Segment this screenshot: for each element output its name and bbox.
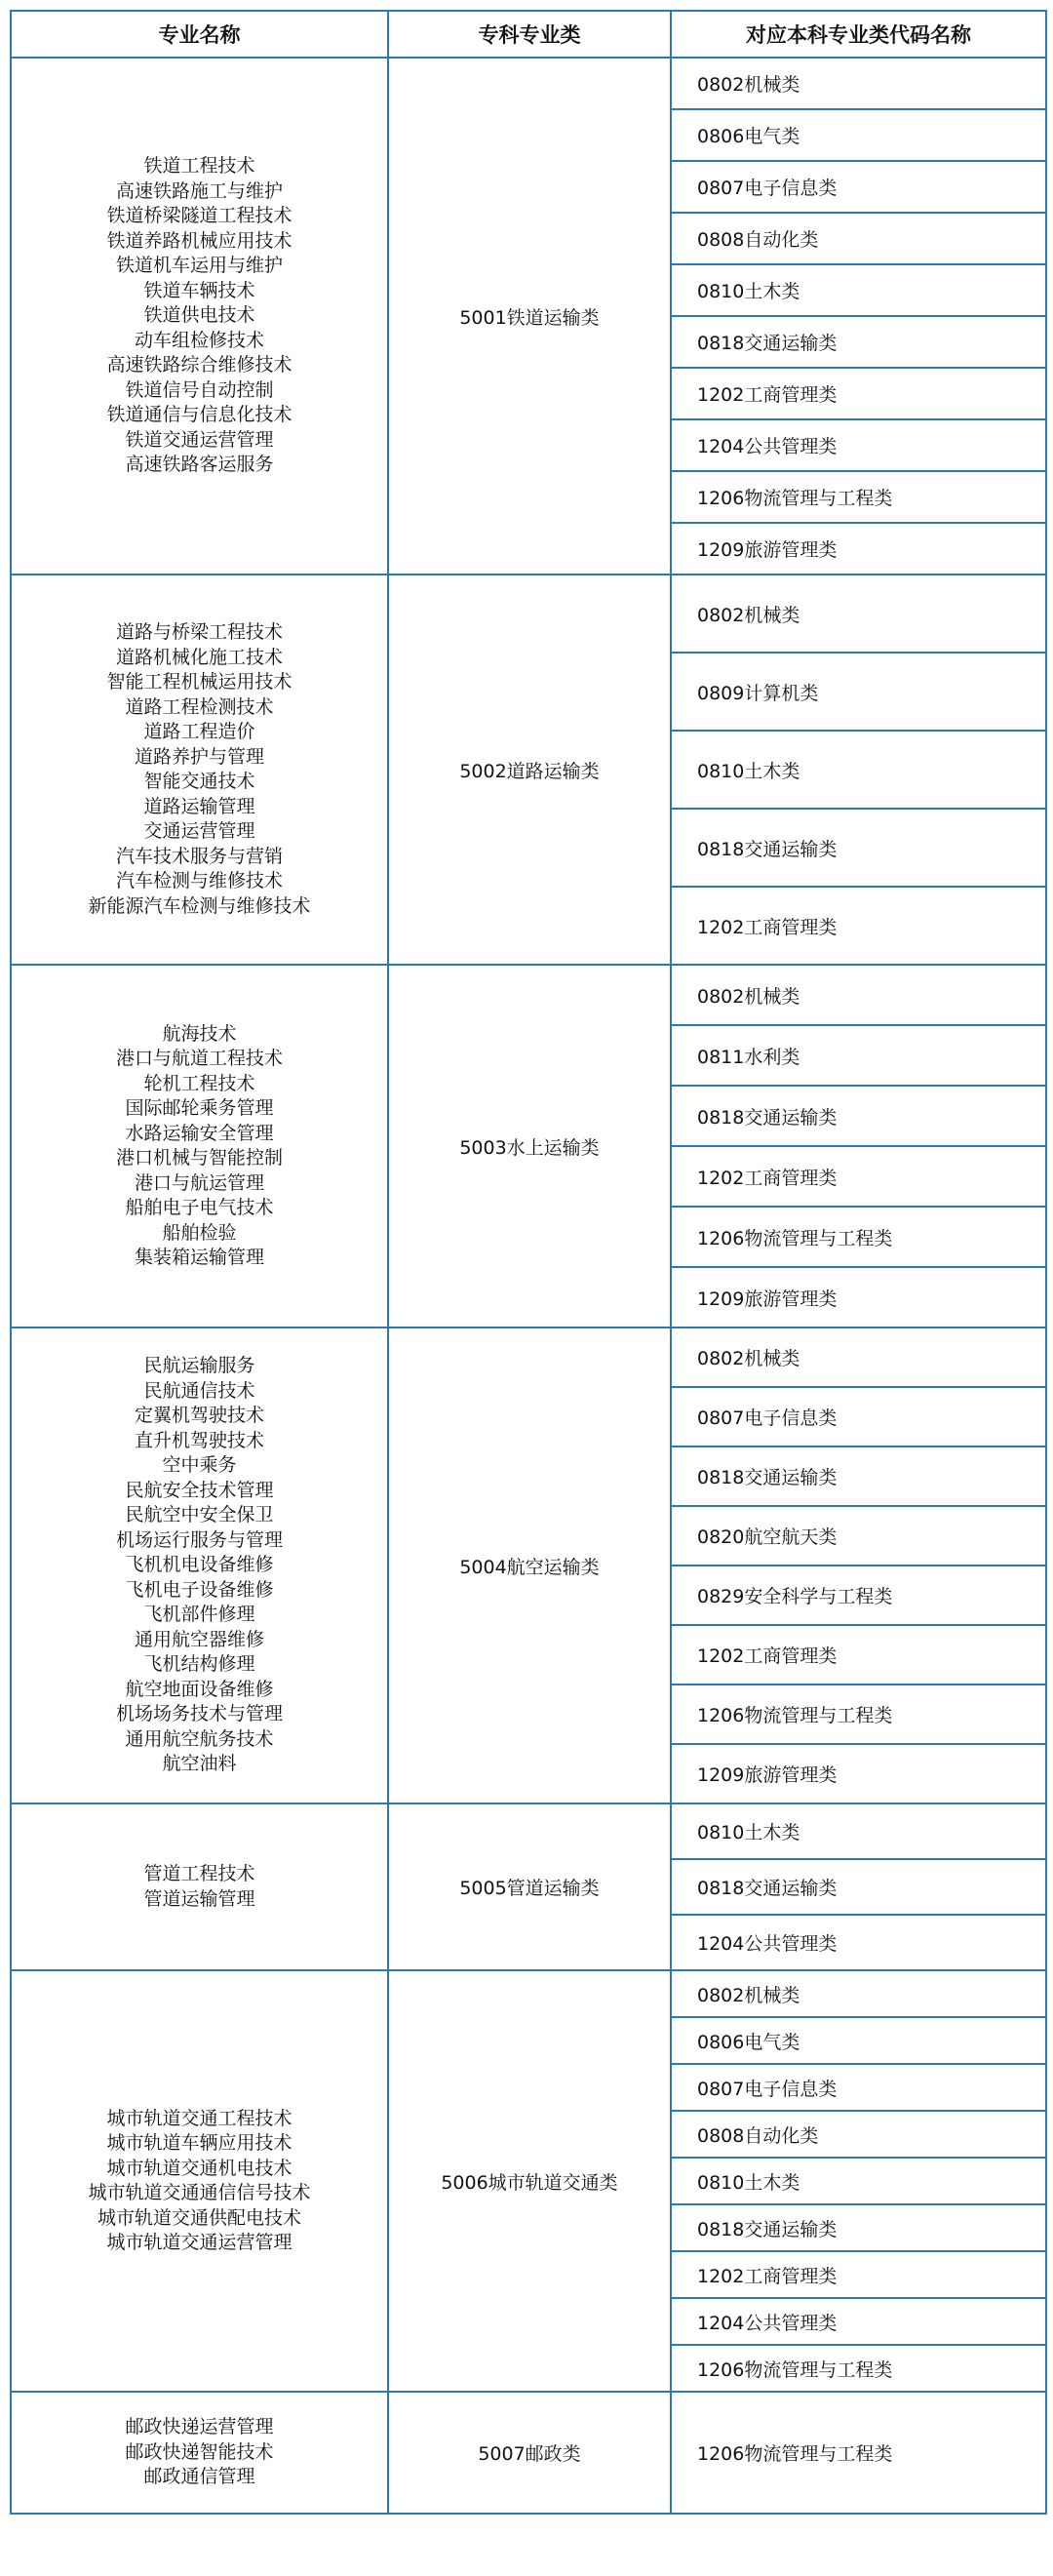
major-name: 船舶电子电气技术	[125, 1197, 274, 1218]
major-name: 民航运输服务	[143, 1355, 255, 1377]
major-name: 管道运输管理	[143, 1887, 255, 1910]
major-name: 港口机械与智能控制	[115, 1147, 283, 1169]
major-name: 飞机机电设备维修	[125, 1554, 274, 1576]
major-name: 港口与航道工程技术	[115, 1048, 283, 1069]
major-name: 民航安全技术管理	[125, 1479, 274, 1501]
table-row	[11, 575, 1046, 653]
undergraduate-category: 0810土木类	[671, 264, 1046, 316]
undergraduate-category: 0829安全科学与工程类	[671, 1565, 1046, 1625]
undergraduate-category: 0810土木类	[671, 2158, 1046, 2204]
major-name: 道路运输管理	[143, 795, 255, 817]
major-name: 邮政通信管理	[143, 2466, 255, 2488]
major-name: 高速铁路施工与维护	[115, 179, 283, 202]
major-name: 道路工程造价	[143, 721, 255, 742]
major-name: 水路运输安全管理	[125, 1122, 274, 1144]
major-name: 集装箱运输管理	[134, 1247, 264, 1268]
undergraduate-category: 0818交通运输类	[671, 809, 1046, 887]
undergraduate-category: 0808自动化类	[671, 2111, 1046, 2158]
table-row	[11, 965, 1046, 1025]
undergraduate-category: 0807电子信息类	[671, 2064, 1046, 2111]
major-name: 飞机结构修理	[143, 1653, 255, 1676]
vocational-category: 5007邮政类	[388, 2392, 671, 2514]
major-name: 道路机械化施工技术	[115, 646, 283, 668]
undergraduate-category: 0802机械类	[671, 1970, 1046, 2017]
header-major-name: 专业名称	[11, 11, 388, 58]
major-name: 铁道养路机械应用技术	[106, 229, 292, 252]
undergraduate-category: 0811水利类	[671, 1025, 1046, 1086]
major-name: 铁道交通运营管理	[125, 428, 274, 451]
undergraduate-category: 0820航空航天类	[671, 1506, 1046, 1565]
undergraduate-category: 0802机械类	[671, 575, 1046, 653]
major-name: 城市轨道交通通信信号技术	[88, 2182, 311, 2203]
table-row	[11, 2392, 1046, 2514]
major-name: 通用航空航务技术	[125, 1727, 274, 1750]
undergraduate-category: 1206物流管理与工程类	[671, 2345, 1046, 2392]
undergraduate-category: 1202工商管理类	[671, 1625, 1046, 1684]
major-name: 铁道工程技术	[143, 155, 255, 178]
header-row	[11, 11, 1046, 58]
vocational-category: 5006城市轨道交通类	[388, 1970, 671, 2392]
major-name: 铁道信号自动控制	[125, 378, 274, 401]
major-name: 管道工程技术	[143, 1863, 255, 1884]
major-name: 铁道机车运用与维护	[115, 255, 283, 277]
vocational-category: 5002道路运输类	[388, 575, 671, 965]
undergraduate-category: 1209旅游管理类	[671, 1744, 1046, 1803]
table-row	[11, 1970, 1046, 2017]
major-name: 高速铁路客运服务	[125, 454, 274, 476]
major-name: 空中乘务	[162, 1454, 237, 1477]
major-name: 汽车技术服务与营销	[115, 845, 283, 867]
vocational-category: 5001铁道运输类	[388, 58, 671, 575]
major-name: 动车组检修技术	[134, 329, 264, 351]
undergraduate-category: 0818交通运输类	[671, 2204, 1046, 2251]
table-row	[11, 1803, 1046, 1859]
major-name: 城市轨道交通运营管理	[106, 2232, 292, 2253]
major-name-list	[11, 965, 388, 1328]
undergraduate-category: 0802机械类	[671, 965, 1046, 1025]
undergraduate-category: 1202工商管理类	[671, 368, 1046, 419]
major-name: 航空油料	[162, 1753, 237, 1775]
major-name: 定翼机驾驶技术	[134, 1405, 264, 1427]
undergraduate-category: 1206物流管理与工程类	[671, 471, 1046, 523]
undergraduate-category: 0802机械类	[671, 1328, 1046, 1387]
undergraduate-category: 1209旅游管理类	[671, 523, 1046, 575]
major-name-list	[11, 58, 388, 575]
undergraduate-category: 1204公共管理类	[671, 1915, 1046, 1970]
table-body	[11, 58, 1046, 2514]
undergraduate-category: 0802机械类	[671, 58, 1046, 109]
undergraduate-category: 0818交通运输类	[671, 1086, 1046, 1146]
major-name: 城市轨道车辆应用技术	[106, 2132, 292, 2154]
major-name: 城市轨道交通机电技术	[106, 2157, 292, 2179]
undergraduate-category: 1206物流管理与工程类	[671, 1684, 1046, 1744]
vocational-category: 5005管道运输类	[388, 1803, 671, 1970]
major-name: 铁道通信与信息化技术	[106, 404, 292, 426]
major-name: 城市轨道交通供配电技术	[97, 2206, 301, 2229]
major-name: 新能源汽车检测与维修技术	[88, 894, 311, 917]
undergraduate-category: 0818交通运输类	[671, 1447, 1046, 1506]
major-name: 通用航空器维修	[134, 1628, 264, 1650]
major-name: 机场运行服务与管理	[115, 1528, 283, 1551]
major-name: 铁道供电技术	[143, 304, 255, 327]
major-name: 船舶检验	[162, 1221, 237, 1244]
major-name: 港口与航运管理	[134, 1171, 264, 1194]
vocational-category: 5003水上运输类	[388, 965, 671, 1328]
undergraduate-category: 0806电气类	[671, 2017, 1046, 2064]
undergraduate-category: 1204公共管理类	[671, 419, 1046, 471]
major-name-list	[11, 1970, 388, 2392]
major-name: 飞机电子设备维修	[125, 1578, 274, 1601]
major-name-list	[11, 1803, 388, 1970]
undergraduate-category: 0809计算机类	[671, 653, 1046, 731]
major-name: 道路与桥梁工程技术	[115, 621, 283, 643]
major-name-list	[11, 575, 388, 965]
vocational-category: 5004航空运输类	[388, 1328, 671, 1803]
header-vocational-category: 专科专业类	[388, 11, 671, 58]
undergraduate-category: 1204公共管理类	[671, 2298, 1046, 2345]
major-name: 道路工程检测技术	[125, 695, 274, 718]
major-name: 国际邮轮乘务管理	[125, 1097, 274, 1119]
undergraduate-category: 0818交通运输类	[671, 1859, 1046, 1915]
undergraduate-category: 1202工商管理类	[671, 887, 1046, 965]
major-name: 航海技术	[162, 1022, 237, 1045]
major-name: 飞机部件修理	[143, 1604, 255, 1626]
major-name: 铁道车辆技术	[143, 279, 255, 301]
major-name: 轮机工程技术	[143, 1072, 255, 1094]
major-name: 城市轨道交通工程技术	[106, 2107, 292, 2129]
major-mapping-table	[10, 10, 1047, 2515]
major-name: 汽车检测与维修技术	[115, 870, 283, 892]
header-undergraduate-category: 对应本科专业类代码名称	[671, 11, 1046, 58]
table-row	[11, 1328, 1046, 1387]
major-name: 航空地面设备维修	[125, 1678, 274, 1700]
undergraduate-category: 0807电子信息类	[671, 1387, 1046, 1447]
undergraduate-category: 0806电气类	[671, 109, 1046, 161]
major-name: 铁道桥梁隧道工程技术	[106, 205, 292, 227]
undergraduate-category: 0810土木类	[671, 1803, 1046, 1859]
major-name: 高速铁路综合维修技术	[106, 354, 292, 376]
major-name: 智能工程机械运用技术	[106, 671, 292, 693]
major-name: 道路养护与管理	[134, 745, 264, 768]
major-name-list	[11, 1328, 388, 1803]
major-name: 民航空中安全保卫	[125, 1504, 274, 1526]
undergraduate-category: 0810土木类	[671, 731, 1046, 809]
major-name: 邮政快递智能技术	[125, 2440, 274, 2463]
major-name: 民航通信技术	[143, 1379, 255, 1402]
major-name: 邮政快递运营管理	[125, 2416, 274, 2438]
undergraduate-category: 1202工商管理类	[671, 1146, 1046, 1207]
undergraduate-category: 1209旅游管理类	[671, 1267, 1046, 1328]
major-name-list	[11, 2392, 388, 2514]
major-name: 机场场务技术与管理	[115, 1703, 283, 1725]
undergraduate-category: 1206物流管理与工程类	[671, 1207, 1046, 1267]
undergraduate-category: 0807电子信息类	[671, 161, 1046, 213]
major-name: 直升机驾驶技术	[134, 1429, 264, 1451]
table-row	[11, 58, 1046, 109]
undergraduate-category: 1202工商管理类	[671, 2251, 1046, 2298]
major-name: 智能交通技术	[143, 771, 255, 792]
major-name: 交通运营管理	[143, 820, 255, 842]
undergraduate-category: 1206物流管理与工程类	[671, 2392, 1046, 2514]
undergraduate-category: 0818交通运输类	[671, 316, 1046, 368]
undergraduate-category: 0808自动化类	[671, 213, 1046, 264]
